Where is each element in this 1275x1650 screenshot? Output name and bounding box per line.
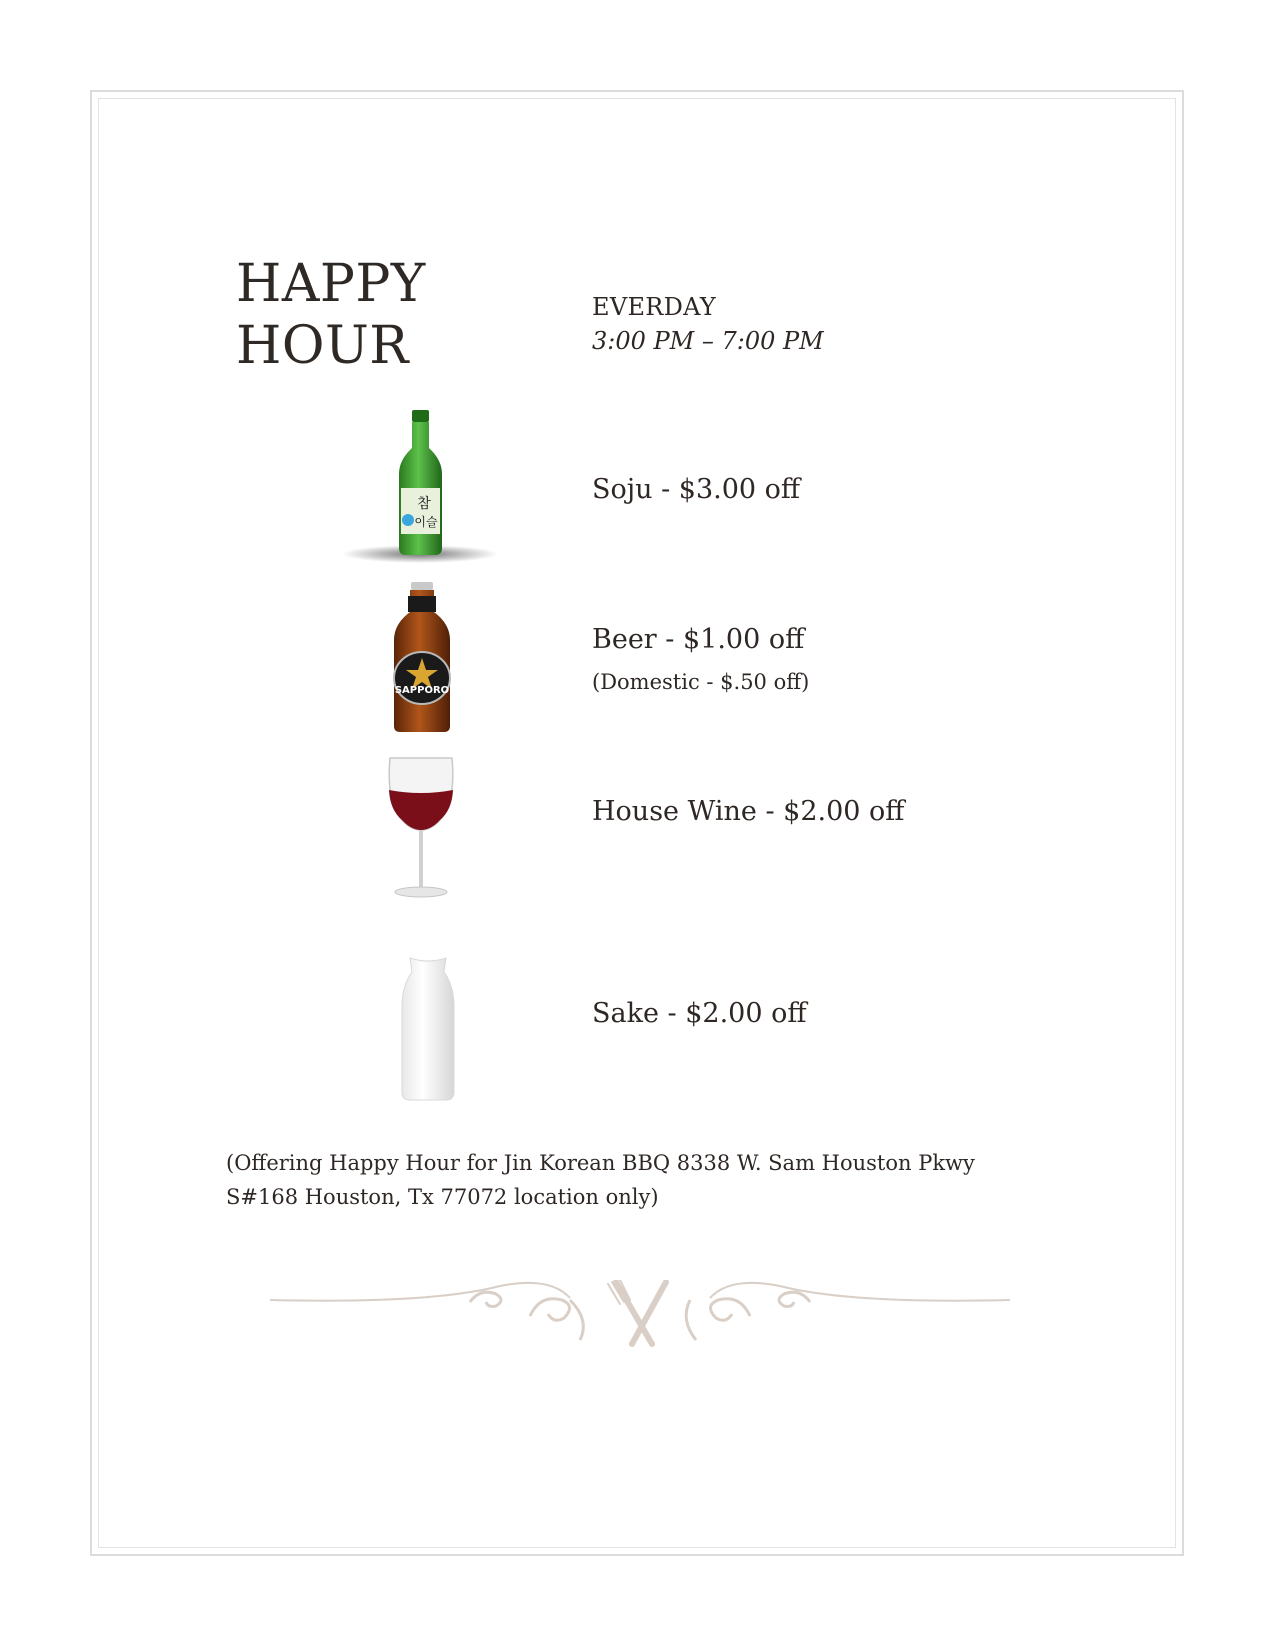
title-line-1: HAPPY bbox=[236, 254, 426, 314]
menu-item-sake: Sake - $2.00 off bbox=[592, 998, 807, 1029]
fork-knife-ornament-icon bbox=[270, 1280, 1010, 1350]
location-footnote: (Offering Happy Hour for Jin Korean BBQ 8338 W. Sam Houston Pkwy S#168 Houston, Tx 77072 location only) bbox=[226, 1151, 975, 1209]
wine-glass-icon bbox=[384, 752, 458, 904]
menu-item-soju: Soju - $3.00 off bbox=[592, 474, 801, 505]
menu-item-beer: Beer - $1.00 off bbox=[592, 624, 805, 655]
svg-text:참: 참 bbox=[417, 496, 431, 512]
menu-item-house-wine: House Wine - $2.00 off bbox=[592, 796, 905, 827]
schedule bbox=[592, 290, 824, 358]
svg-text:이슬: 이슬 bbox=[414, 515, 438, 529]
svg-text:SAPPORO: SAPPORO bbox=[394, 685, 450, 696]
page-title bbox=[236, 253, 426, 377]
menu-item-beer-note: (Domestic - $.50 off) bbox=[592, 670, 810, 694]
schedule-hours: 3:00 PM – 7:00 PM bbox=[592, 327, 824, 355]
schedule-days: EVERDAY bbox=[592, 293, 716, 321]
sake-bottle-icon bbox=[400, 956, 456, 1102]
title-line-2: HOUR bbox=[236, 316, 409, 376]
soju-bottle-icon bbox=[340, 408, 500, 568]
beer-bottle-icon bbox=[390, 582, 454, 734]
